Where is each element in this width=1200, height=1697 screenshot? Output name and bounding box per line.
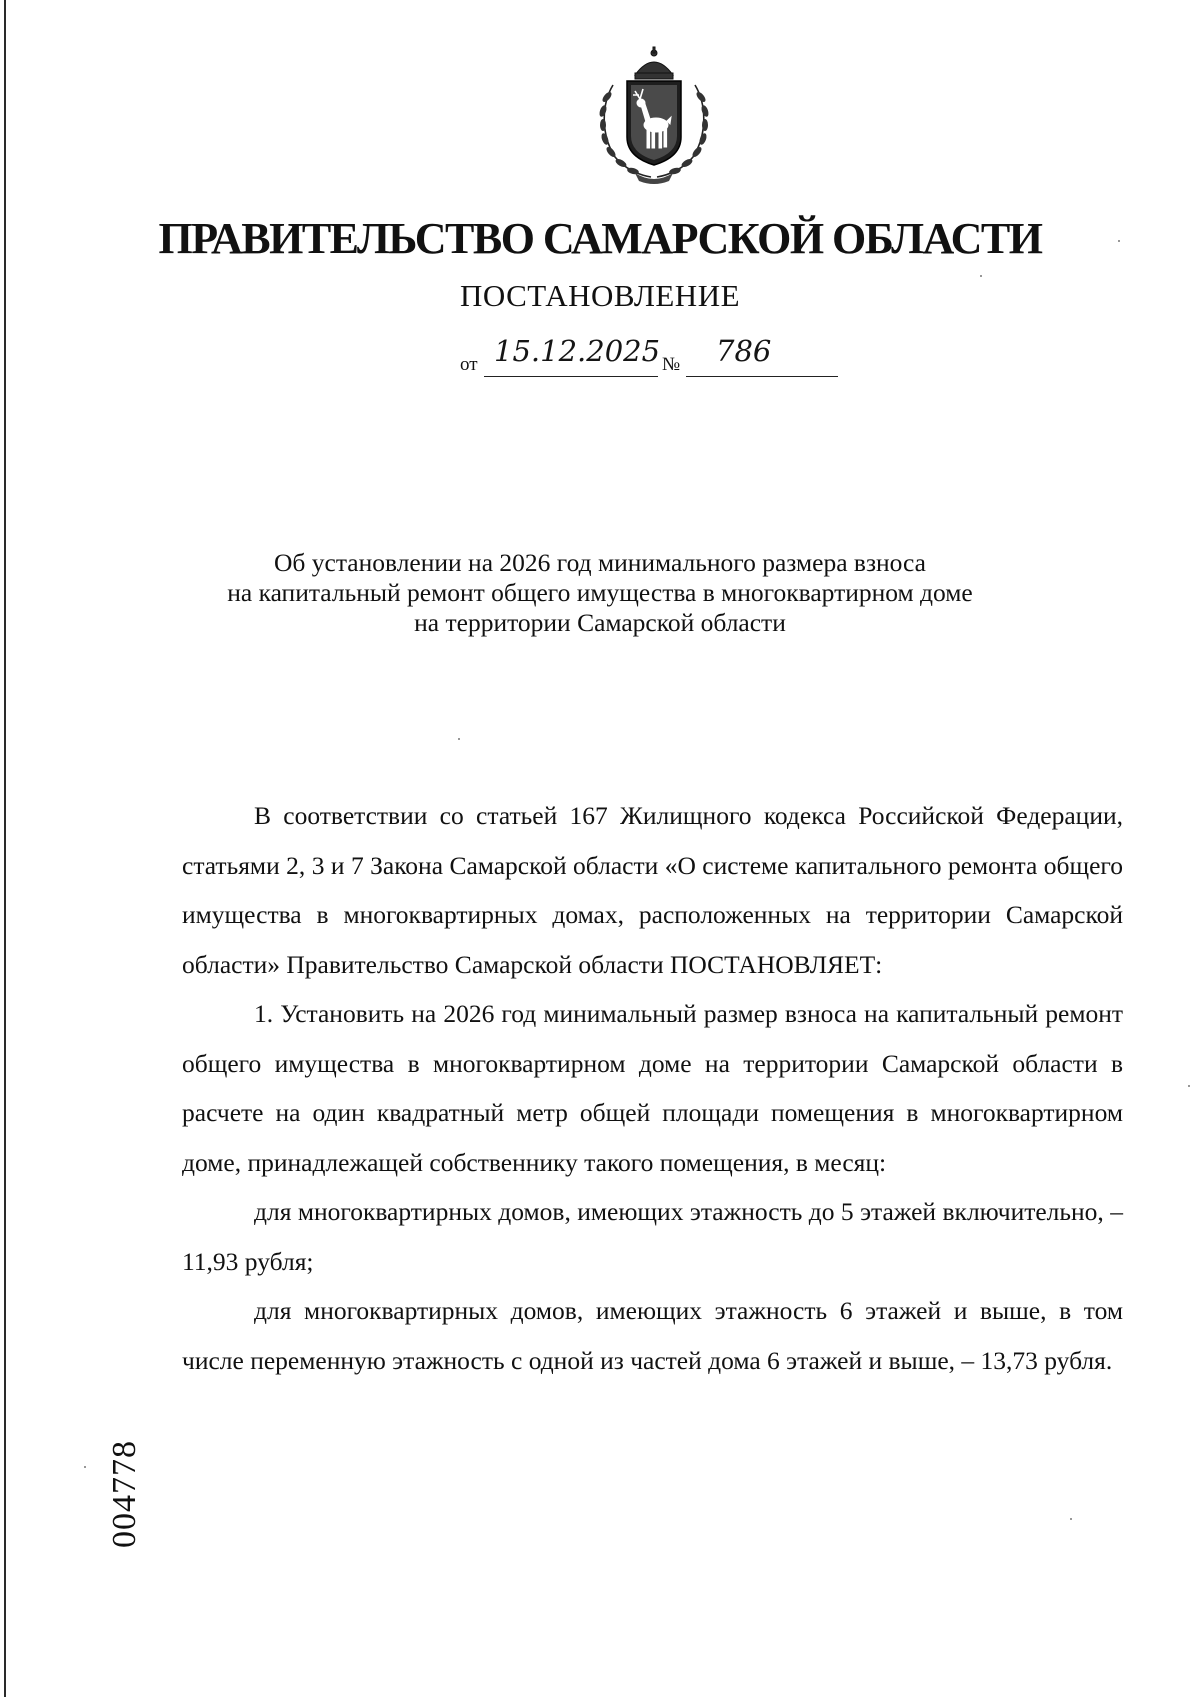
- date-number-line: [460, 336, 860, 380]
- number-prefix: №: [662, 354, 681, 375]
- scan-speck: [458, 738, 460, 740]
- scan-speck: [1188, 1085, 1190, 1087]
- coat-of-arms-emblem: [591, 45, 717, 185]
- government-title: ПРАВИТЕЛЬСТВО САМАРСКОЙ ОБЛАСТИ: [158, 214, 1042, 263]
- date-underline: [484, 376, 658, 377]
- number-value: 786: [716, 334, 772, 368]
- preamble-paragraph: В соответствии со статьей 167 Жилищного кодекса Российской Федерации, статьями 2, 3 и 7 Закона Самарской области «О системе капитального ремонта общего имущества в многоквартирных домах, расположенных на территории Самарской области» Правительство Самарской области ПОСТАНОВЛЯЕТ:: [182, 801, 1123, 979]
- scan-speck: [1118, 240, 1120, 242]
- subject-line: Об установлении на 2026 год минимального размера взноса: [273, 548, 927, 577]
- item-1-paragraph: 1. Установить на 2026 год минимальный размер взноса на капитальный ремонт общего имущества в многоквартирном доме на территории Самарской области в расчете на один квадратный метр общей площади помещения в многоквартирном доме, принадлежащей собственнику такого помещения, в месяц:: [182, 999, 1123, 1177]
- document-subject: [160, 548, 1040, 638]
- date-prefix: от: [460, 354, 478, 375]
- scan-speck: [980, 275, 982, 277]
- subject-line: на территории Самарской области: [414, 608, 786, 637]
- rate-paragraph-2: для многоквартирных домов, имеющих этажность 6 этажей и выше, в том числе переменную этажность с одной из частей дома 6 этажей и выше, – 13,73 рубля.: [182, 1296, 1123, 1375]
- scan-speck: [84, 1466, 86, 1468]
- scan-speck: [1070, 1518, 1072, 1520]
- rate-paragraph-1: для многоквартирных домов, имеющих этажность до 5 этажей включительно, – 11,93 рубля;: [182, 1197, 1123, 1276]
- serial-text: 004778: [106, 1440, 143, 1548]
- document-type: ПОСТАНОВЛЕНИЕ: [459, 278, 741, 313]
- date-value: 15.12.2025: [494, 334, 661, 368]
- number-underline: [686, 376, 838, 377]
- subject-line: на капитальный ремонт общего имущества в многоквартирном доме: [227, 578, 973, 607]
- margin-serial-number: [100, 1434, 150, 1554]
- document-body: [182, 791, 1123, 1385]
